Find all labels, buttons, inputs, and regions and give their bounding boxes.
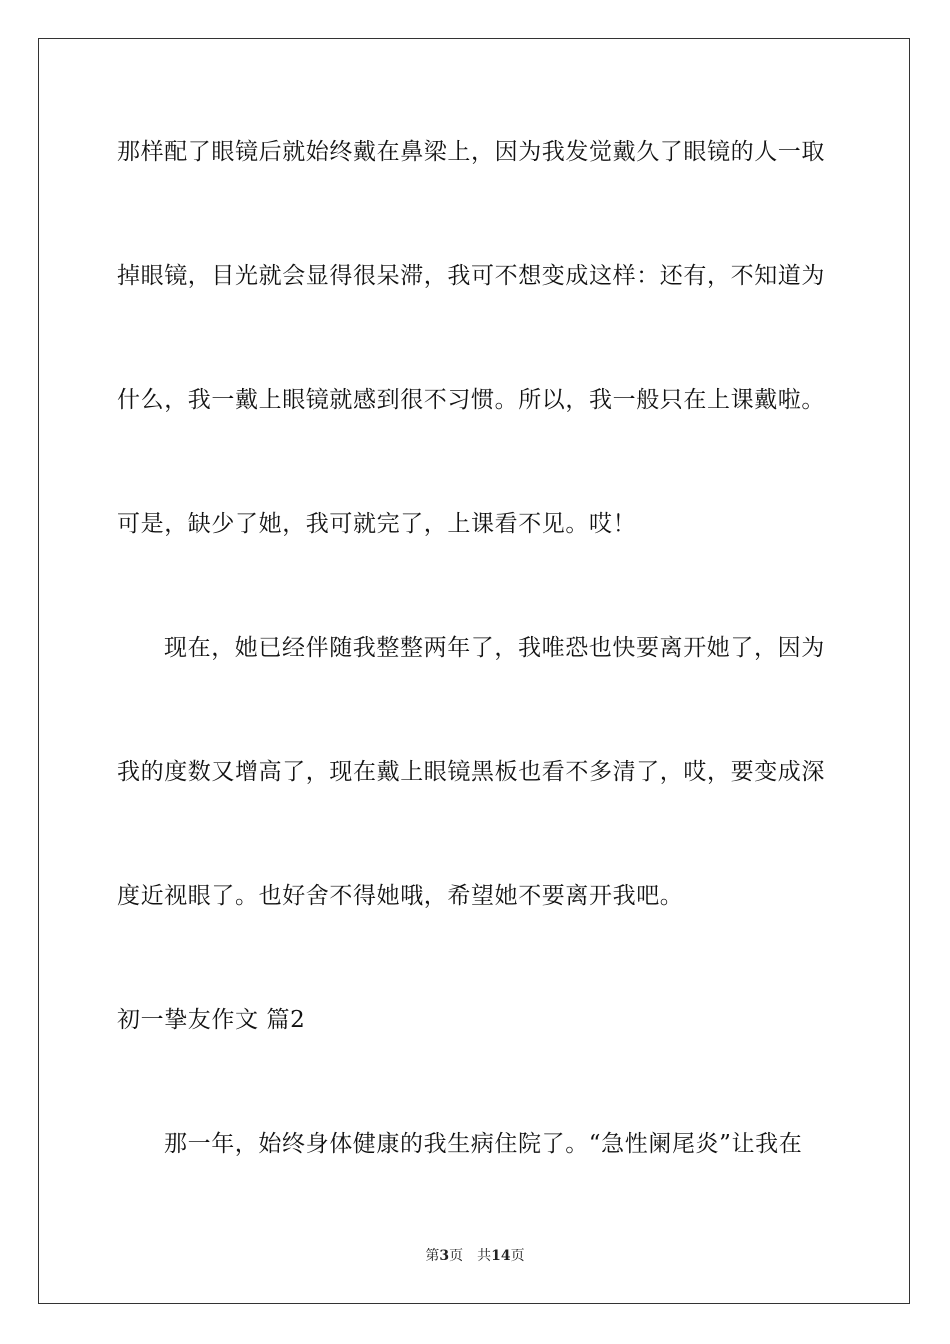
page-border bbox=[38, 38, 910, 1304]
page-footer bbox=[0, 1247, 950, 1265]
body-line-1: 那样配了眼镜后就始终戴在鼻梁上，因为我发觉戴久了眼镜的人一取 bbox=[117, 139, 825, 165]
body-line-4: 可是，缺少了她，我可就完了，上课看不见。哎！ bbox=[117, 511, 637, 537]
footer-total-pages: 14 bbox=[491, 1248, 511, 1264]
body-line-8: 那一年，始终身体健康的我生病住院了。“急性阑尾炎”让我在 bbox=[164, 1131, 803, 1157]
body-line-7: 度近视眼了。也好舍不得她哦，希望她不要离开我吧。 bbox=[117, 883, 684, 909]
footer-total-suffix: 页 bbox=[510, 1248, 525, 1264]
body-line-3: 什么，我一戴上眼镜就感到很不习惯。所以，我一般只在上课戴啦。 bbox=[117, 387, 825, 413]
body-line-6: 我的度数又增高了，现在戴上眼镜黑板也看不多清了，哎，要变成深 bbox=[117, 759, 825, 785]
body-line-5: 现在，她已经伴随我整整两年了，我唯恐也快要离开她了，因为 bbox=[164, 635, 825, 661]
body-line-2: 掉眼镜，目光就会显得很呆滞，我可不想变成这样：还有，不知道为 bbox=[117, 263, 825, 289]
footer-page-number: 3 bbox=[439, 1248, 450, 1264]
section-heading: 初一挚友作文 篇2 bbox=[117, 1007, 306, 1033]
footer-prefix: 第 bbox=[425, 1248, 440, 1264]
footer-total-prefix: 共 bbox=[477, 1248, 492, 1264]
footer-page-suffix: 页 bbox=[449, 1248, 464, 1264]
